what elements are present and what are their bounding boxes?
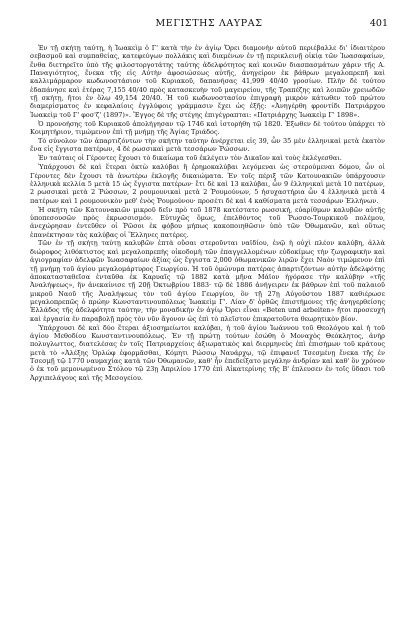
paragraph: Ὑπάρχουσι δὲ καὶ δύο ἕτεραι ἀξιοσημείωτοι καλύβαι, ἡ τοῦ ἁγίου Ἰωάννου τοῦ Θεολόγου καὶ ἡ τοῦ ἁγίου Μεθοδίου Κωνσταντινουπόλεως. Ἐν τῇ πρώτῃ τούτων ἐσώθη ὁ Μοναχὸς Θεόκλητος, ἀνὴρ πολυγλωττος, διατελέσας ἐν τοῖς Πατριαρχείοις ἀξιωματικὸς καὶ διερμηνεὺς ἐπὶ ἐπισήμων τοῦ κράτους μετὰ τὸ «Ἀλέξης Ὁρλώφ ἐφορμᾶσθαι, Κόμητι Ρώσσῳ Ναυάρχῳ, τῷ ἐπιφανεῖ Τσεσμένῃ ἕνεκα τῆς ἐν Τσεσμῇ τῷ 1770 ναυμαχίας κατὰ τῶν Ὀθωμανῶν, καθ' ἧν ἐπεδείξατο μεγάλην ἀνδρίαν καὶ καθ' ὃν χρόνον ὁ ἐκ τοῦ μεμονωμένου Στόλου τῷ 23ῃ Ἀπριλίου 1770 ἐπὶ Αἰκατερίνης τῆς Β' ἐπλευσεν ἐν τοῖς ὕδασι τοῦ Ἀρχιπελάγους καὶ τῆς Μεσογείου. bbox=[30, 323, 385, 382]
running-title: ΜΕΓΙΣΤΗΣ ΛΑΥΡΑΣ bbox=[155, 18, 263, 29]
body-text bbox=[30, 44, 385, 624]
paragraph: Ὑπάρχουσι δὲ καὶ ἕτεραι ὀκτὼ καλύβαι ἢ ἐρημοκαλύβαι λεγόμεναι ὡς στερούμεναι δόμου, ὧν οἱ Γέροντες δὲν ἔχουσι τὰ ἀνωτέρω ἐκλογῆς δικαιώματα. Ἐν τοῖς πέριξ τῶν Κατουνακιῶν ὑπάρχουσιν ἑλληνικὰ κελλία 5 μετὰ 15 ὡς ἔγγιστα πατέρων· ἔτι δὲ καὶ 13 καλύβαι, ὧν 9 ἑλληνικαὶ μετὰ 10 πατέρων, 2 ρωσσικαὶ μετὰ 2 Ῥώσσων, 2 ρουμουνικαὶ μετὰ 2 Ῥουμούνων, 5 ἡσυχαστήρια ὧν 4 ἑλληνικὰ μετὰ 4 πατέρων καὶ 1 ρουμουνικὸν μεθ' ἑνὸς Ῥουμούνου· προσέτι δὲ καὶ 4 καθίσματα μετὰ τεσσάρων Ἑλλήνων. bbox=[30, 163, 385, 205]
paragraph: Ἡ σκήτη τῶν Κατουνακιῶν μικροῦ δεῖν πρὸ τοῦ 1878 κατέστατο ρωσσική, εὐαρίθμων καλυβῶν αὐτῆς ὑποπεσουσῶν πρὸς ἐκρωσσισμόν. Εὐτυχῶς ὅμως, ἐπελθόντος τοῦ Ῥωσσο-Τουρκικοῦ πολέμου, ἀνεχώρησαν ἐντεῦθεν οἱ Ῥῶσοι ἐκ φόβου μήπως κακοποιηθῶσιν ὑπὸ τῶν Ὀθωμανῶν, καὶ οὕτως ἐπανέκτησαν τὰς καλύβας οἱ Ἕλληνες πατέρες. bbox=[30, 205, 385, 239]
paragraph: Ἐν ταύταις οἱ Γέροντες ἔχουσι τὸ δικαίωμα τοῦ ἐκλέγειν τὸν Δικαῖον καὶ τοὺς ἐκλέγεσθαι. bbox=[38, 154, 342, 163]
paragraph: Τὸ σύνολον τῶν ἀπαρτιζόντων τὴν σκήτην ταύτην ἀνέρχεται εἰς 39, ὧν 35 μὲν ἑλληνικαὶ μετὰ ἑκατὸν ἕνα εἰς ἔγγιστα πατέρων, 4 δὲ ρωσσικαὶ μετὰ τεσσάρων Ῥώσσων. bbox=[30, 136, 385, 154]
paragraph: Ἐν τῇ σκήτῃ ταύτῃ, ἡ Ἰωακεὶμ ὁ Γ' κατὰ τὴν ἐν ἁγίῳ Ὄρει διαμονὴν αὐτοῦ περιέβαλλε δι' ἰδιαιτέρου σεβασμοῦ καὶ συμπαθείας, κατεφεύγων πολλάκις καὶ διαμένων ἐν τῇ περικλεινῇ οἰκίᾳ τῶν Ἰωασαφαίων, ἕνθα διετηρεῖτο ὑπὸ τῆς φιλοστοργοτάτης ταύτης ἀδελφότητος καὶ κοινῶν διασπασμάτων χάριν τῆς Α. Παναγιότητος, ἕνεκα τῆς εἰς Αὐτὴν ἀφοσιώσεως αὐτῆς, ἀνηγείρον ἐκ βάθρων μεγαλοπρεπῆ καὶ καλλιμάρμαρον κωδωνοστάσιον τοῦ Κυριακοῦ, δαπανήσας 41,999 40/40 γροσίων. Πλὴν δὲ τούτου ἐδαπάνησε καὶ ἑτέρας 7,155 40/40 πρὸς κατασκευὴν τοῦ μαγειρείου, τῆς Τραπέζης καὶ λοιπῶν χρειωδῶν τῇ σκήτῃ, ἤτοι ἐν ὅλῳ 49,154 20/40. Ἡ τοῦ κωδωνοστασίου ἐπιγραφὴ μικρὸν κάτωθεν τοῦ πρώτου διαμερίσματος ἐν κεφαλαίοις ἐγγλύφοις γράμμασιν ἔχει ὡς ἑξῆς: «Ἀνηγέρθη φροντίδι Πατριάρχου Ἰωακεὶμ τοῦ Γ' φοσ'ζ' (1897)». Ἔγγος δὲ τῆς στέγης ἐπιγέγραπται: «Πατριάρχης Ἰωακεὶμ Γ' 1898». bbox=[30, 44, 385, 119]
page-number: 401 bbox=[369, 18, 388, 29]
running-header bbox=[30, 17, 388, 31]
paragraph: Τῶν ἐν τῇ σκήτῃ ταύτῃ καλυβῶν ἐπτὰ οὔσαι στεροῦνται ναϊδίου, ἐνῷ ἡ οὐχὶ πλέον καλύβη, ἀλλὰ διώροφος λιθόκτιστος καὶ μεγαλοπρεπὴς οἰκοδομὴ τῶν ἐπαγγελλομένων εὐδοκίμως τὴν ζωγραφικὴν καὶ ἁγιογραφίαν ἀδελφῶν Ἰωασαφαίων ἀξίας ὡς ἔγγιστα 2,000 ὀθωμανικῶν λιρῶν ἔχει Ναὸν τιμώμενον ἐπὶ τῇ μνήμῃ τοῦ ἁγίου μεγαλομάρτυρος Γεωργίου. Ἡ τοῦ ὁμώνυμα πατέρας ἀπαρτιζόντων αὐτὴν ἀδελφότης ἀποκατασταθεῖσα ἐνταῦθα ἐκ Καρυαῖς τῷ 1882 κατὰ μῆνα Μάϊον ἠγόρασε τὴν καλύβην «τῆς Ἀναλήψεως», ἣν ἀνεκαίνισε τῇ 20ῇ Ὀκτωβρίου 1883· τῷ δὲ 1886 ἀνήγειρεν ἐκ βάθρων ἐπὶ τοῦ παλαιοῦ μικροῦ Ναοῦ τῆς Ἀναλήψεως τὸν τοῦ ἁγίου Γεωργίου, ὃν τῇ 27ῃ Αὐγούστου 1887 καθιέρωσε μεγαλοπρεπῶς ὁ πρώην Κωνσταντινουπόλεως Ἰωακεὶμ Γ'. Λίαν δ' ὀρθῶς ἐπιστήμονες τῆς ἀνηγερθείσης Ἑλλάδος τῆς ἀδελφότητα ταύτην, τὴν μοναδικὴν ἐν ἁγίῳ Ὄρει εἶναι «Beten und arbeiten» ἤτοι προσευχὴ καὶ ἐργασία ἐν παραβολῇ πρὸς τὸν νῦν ἄγονον ὡς ἐπὶ τὸ πλεῖστον ἐπικρατοῦντα θεωρητικὸν βίον. bbox=[30, 239, 385, 323]
paragraph: Ὁ προνοήσης τοῦ Κυριακοῦ ἀπολήγησαν τῷ 1746 καὶ ἱστορήθη τῷ 1820. Ἐξωθεν δὲ τούτου ὑπάρχει τὸ Κοιμητήριον, τιμώμενον ἐπὶ τῇ μνήμῃ τῆς Ἁγίας Τριάδος. bbox=[30, 119, 385, 137]
